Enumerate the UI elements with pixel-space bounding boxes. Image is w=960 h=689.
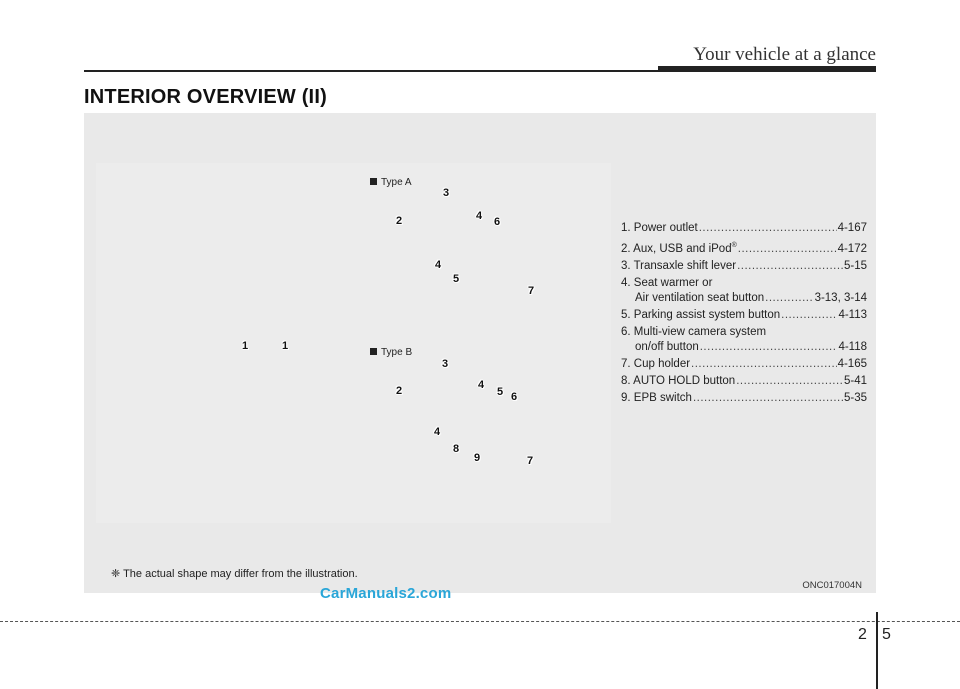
- callout-number: 1: [282, 340, 289, 352]
- footnote: ❈ The actual shape may differ from the illustration.: [111, 568, 358, 580]
- square-bullet-icon: [370, 348, 377, 355]
- legend-item: 5. Parking assist system button ..... 4-113: [621, 309, 867, 322]
- section-title: Your vehicle at a glance: [693, 44, 876, 65]
- watermark-link[interactable]: CarManuals2.com: [320, 585, 452, 602]
- callout-number: 5: [497, 386, 504, 398]
- legend-item: 1. Power outlet ..... 4-167: [621, 222, 867, 235]
- callout-number: 2: [396, 215, 403, 227]
- callout-number: 7: [528, 285, 535, 297]
- callout-number: 1: [242, 340, 249, 352]
- callout-number: 2: [396, 385, 403, 397]
- callout-number: 4: [476, 210, 483, 222]
- type-a-label: Type A: [370, 177, 412, 188]
- callout-number: 7: [527, 455, 534, 467]
- page-number: 5: [882, 626, 891, 643]
- legend-item: 9. EPB switch ..... 5-35: [621, 392, 867, 405]
- legend-item: 6. Multi-view camera system on/off button ..... 4-118: [621, 326, 867, 354]
- chapter-number: 2: [858, 626, 867, 643]
- figure-panel: [84, 113, 876, 593]
- figure-code: ONC017004N: [802, 580, 862, 591]
- legend-item: 2. Aux, USB and iPod® ..... 4-172: [621, 239, 867, 256]
- callout-number: 4: [434, 426, 441, 438]
- callout-number: 6: [494, 216, 501, 228]
- callout-number: 3: [442, 358, 449, 370]
- interior-illustration: [96, 163, 611, 523]
- page-divider: [876, 612, 878, 689]
- header-rule-thick: [658, 66, 876, 72]
- callout-number: 8: [453, 443, 460, 455]
- callout-number: 3: [443, 187, 450, 199]
- callout-number: 4: [435, 259, 442, 271]
- callout-number: 9: [474, 452, 481, 464]
- legend-item: 7. Cup holder ..... 4-165: [621, 358, 867, 371]
- legend-item: 8. AUTO HOLD button ..... 5-41: [621, 375, 867, 388]
- legend-item: 3. Transaxle shift lever ..... 5-15: [621, 260, 867, 273]
- callout-number: 5: [453, 273, 460, 285]
- type-b-label: Type B: [370, 347, 412, 358]
- callout-number: 4: [478, 379, 485, 391]
- page-heading: INTERIOR OVERVIEW (II): [84, 86, 327, 108]
- header-rule-thin: [84, 70, 660, 72]
- callout-number: 6: [511, 391, 518, 403]
- square-bullet-icon: [370, 178, 377, 185]
- legend-item: 4. Seat warmer or Air ventilation seat button ..... 3-13, 3-14: [621, 277, 867, 305]
- legend-list: [621, 222, 867, 409]
- bottom-rule: [0, 621, 960, 622]
